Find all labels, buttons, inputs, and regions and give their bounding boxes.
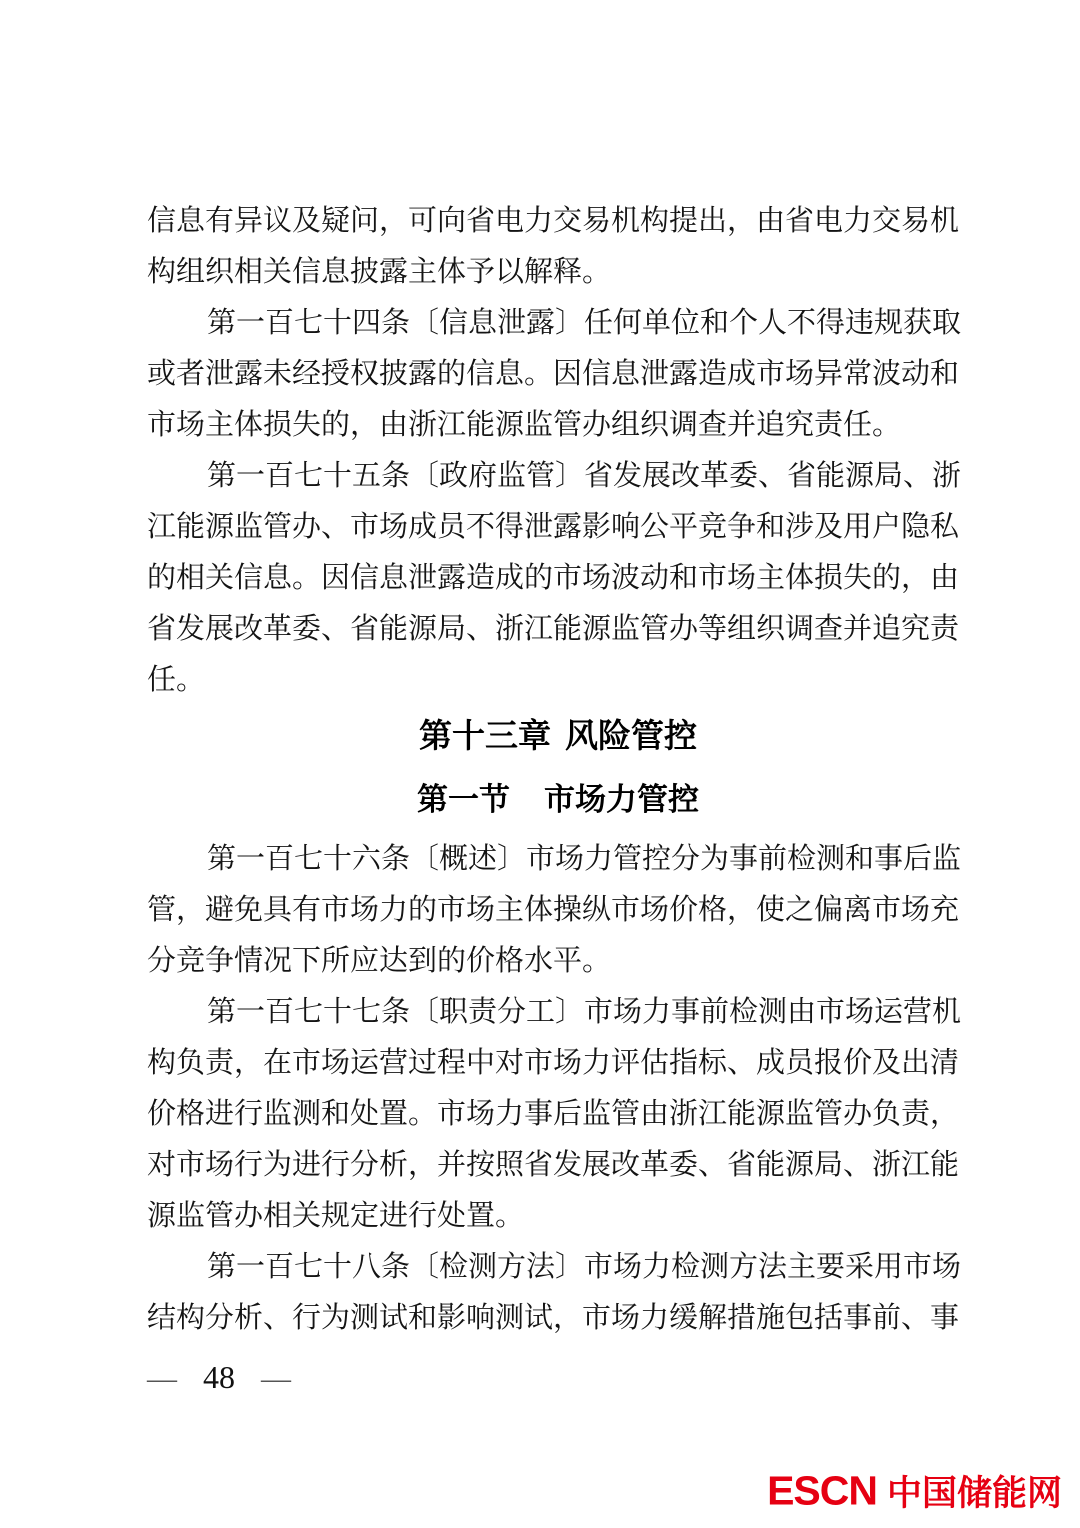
- text-line: 第一百七十六条〔概述〕市场力管控分为事前检测和事后监: [207, 843, 962, 875]
- text-line: 省发展改革委、省能源局、浙江能源监管办等组织调查并追究责: [147, 613, 960, 645]
- text-line: 任。: [147, 664, 206, 696]
- text-line: 或者泄露未经授权披露的信息。因信息泄露造成市场异常波动和: [147, 358, 960, 390]
- text-line: 源监管办相关规定进行处置。: [147, 1200, 525, 1232]
- text-line: 江能源监管办、市场成员不得泄露影响公平竞争和涉及用户隐私: [147, 511, 960, 543]
- text-line: 的相关信息。因信息泄露造成的市场波动和市场主体损失的，由: [147, 562, 960, 594]
- text-line: 信息有异议及疑问，可向省电力交易机构提出，由省电力交易机: [147, 205, 960, 237]
- document-body: [147, 196, 969, 1344]
- chapter-title: 风险管控: [565, 717, 697, 754]
- escn-logo: [767, 1466, 1062, 1516]
- text-line: 第一百七十四条〔信息泄露〕任何单位和个人不得违规获取: [207, 307, 962, 339]
- text-line: 构组织相关信息披露主体予以解释。: [147, 256, 612, 288]
- escn-logo-latin: ESCN: [767, 1467, 877, 1514]
- text-line: 市场主体损失的，由浙江能源监管办组织调查并追究责任。: [147, 409, 902, 441]
- text-line: 第一百七十五条〔政府监管〕省发展改革委、省能源局、浙: [207, 460, 962, 492]
- section-title: 市场力管控: [544, 782, 699, 817]
- chapter-heading: [147, 706, 969, 766]
- page-footer: [147, 1352, 291, 1403]
- text-line: 第一百七十八条〔检测方法〕市场力检测方法主要采用市场: [207, 1251, 962, 1283]
- chapter-number: 第十三章: [419, 717, 551, 754]
- escn-logo-chinese: 中国储能网: [886, 1474, 1062, 1513]
- section-number: 第一节: [417, 782, 510, 817]
- text-line: 第一百七十七条〔职责分工〕市场力事前检测由市场运营机: [207, 996, 962, 1028]
- text-line: 价格进行监测和处置。市场力事后监管由浙江能源监管办负责，: [147, 1098, 960, 1130]
- footer-dash-right: —: [261, 1362, 291, 1395]
- text-line: 管，避免具有市场力的市场主体操纵市场价格，使之偏离市场充: [147, 894, 960, 926]
- page-number: 48: [203, 1359, 235, 1395]
- footer-dash-left: —: [147, 1362, 177, 1395]
- text-line: 构负责，在市场运营过程中对市场力评估指标、成员报价及出清: [147, 1047, 960, 1079]
- text-line: 分竞争情况下所应达到的价格水平。: [147, 945, 612, 977]
- text-line: 对市场行为进行分析，并按照省发展改革委、省能源局、浙江能: [147, 1149, 960, 1181]
- section-heading: [147, 766, 969, 834]
- text-line: 结构分析、行为测试和影响测试，市场力缓解措施包括事前、事: [147, 1302, 960, 1334]
